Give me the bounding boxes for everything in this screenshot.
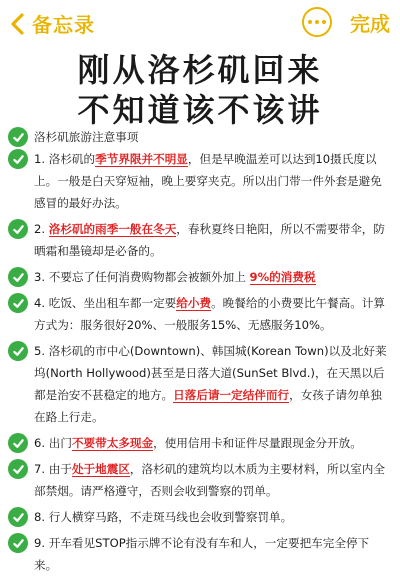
nav-bar [0,0,400,46]
check-circle-icon [8,507,28,527]
check-circle-icon [8,149,28,169]
item-highlight: 处于地震区 [71,462,130,476]
back-label: 备忘录 [32,13,95,37]
item-text-post: ，但是早晚温差可以达到10摄氏度以上。一般是白天穿短袖，晚上要穿夹克。所以出门带一件外套是避免感冒的最好办法。 [34,152,382,210]
check-circle-icon [8,459,28,479]
note-heading-row [0,126,400,148]
item-text-post: ，女孩子请勿单独在路上行走。 [34,388,382,424]
list-item [0,218,400,262]
check-circle-icon [8,267,28,287]
more-icon[interactable] [302,7,332,37]
note-title [0,50,400,130]
check-circle-icon [8,533,28,553]
check-circle-icon [8,127,28,147]
item-text-pre: 5. 洛杉矶的市中心(Downtown)、韩国城(Korean Town)以及北好莱坞(North Hollywood)甚至是日落大道(SunSet Blvd.)，在天黑以后都是治安不甚稳定的地方。 [34,344,387,402]
item-highlight: 给小费 [176,296,212,310]
item-highlight: 洛杉矶的雨季一般在冬天 [48,222,177,236]
list-item [0,292,400,336]
item-highlight: 季节界限并不明显 [95,152,188,166]
item-highlight: 日落后请一定结伴而行 [173,388,290,402]
item-text-pre: 4. 吃饭、坐出租车都一定要 [34,296,177,310]
item-highlight: 不要带太多现金 [71,436,154,450]
chevron-left-icon [8,12,28,36]
title-line-2: 不知道该不该讲 [77,91,323,129]
item-text-pre: 7. 由于 [34,462,72,476]
list-item [0,506,400,528]
list-item [0,532,400,576]
check-circle-icon [8,341,28,361]
title-line-1: 刚从洛杉矶回来 [77,51,323,89]
back-button[interactable] [8,9,95,38]
item-text-post: ，春秋夏终日艳阳，所以不需要带伞，防晒霜和墨镜却是必备的。 [34,222,385,258]
check-circle-icon [8,433,28,453]
done-button[interactable]: 完成 [350,11,390,36]
item-text-pre: 3. 不要忘了任何消费购物都会被额外加上 [34,270,250,284]
list-item [0,432,400,454]
list-item [0,148,400,214]
item-text-pre: 9. 开车看见STOP指示牌不论有没有车和人，一定要把车完全停下来。 [34,536,370,572]
list-item [0,266,400,288]
item-text-pre: 6. 出门 [34,436,72,450]
check-circle-icon [8,219,28,239]
note-body[interactable] [0,126,400,580]
item-text-post: ，使用信用卡和证件尽量跟现金分开放。 [153,436,362,450]
item-text-pre: 1. 洛杉矶的 [34,152,96,166]
item-text-pre: 2. [34,222,49,236]
check-circle-icon [8,293,28,313]
item-text-post: ，洛杉矶的建筑均以木质为主要材料，所以室内全部禁烟。请严格遵守，否则会收到警察的罚单。 [34,462,385,498]
item-highlight: 9%的消费税 [249,270,316,284]
item-text-post: 。晚餐给的小费要比午餐高。计算方式为：服务很好20%、一般服务15%、无感服务10%。 [34,296,385,332]
list-item [0,458,400,502]
note-heading: 洛杉矶旅游注意事项 [34,130,139,144]
list-item [0,340,400,428]
item-text-pre: 8. 行人横穿马路，不走斑马线也会收到警察罚单。 [34,510,293,524]
